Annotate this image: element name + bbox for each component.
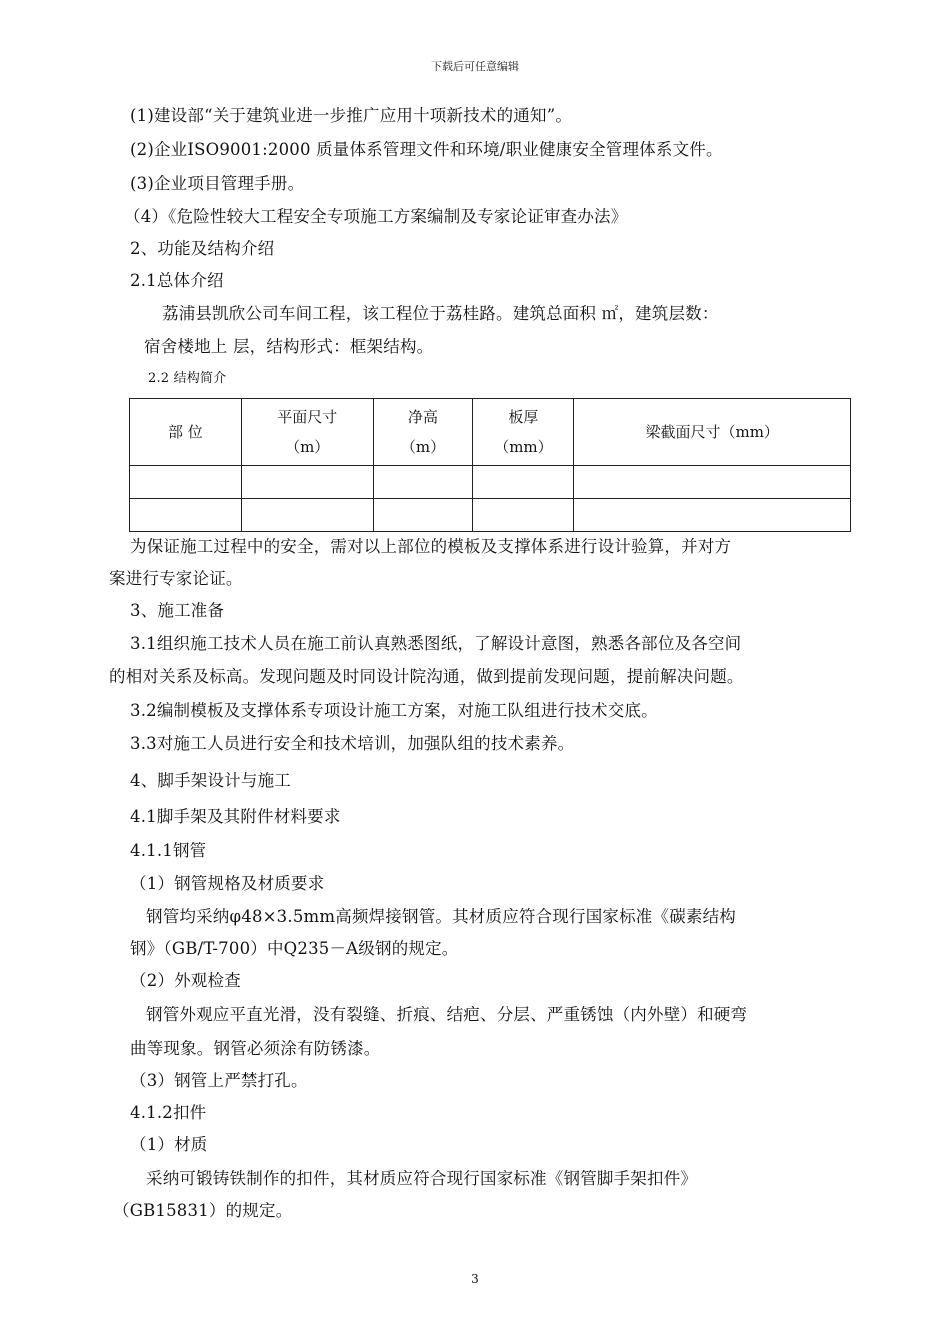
header-unit: （mm） [494,438,553,456]
body-line: （1）材质 [130,1135,208,1154]
intro-line: （4）《危险性较大工程安全专项施工方案编制及专家论证审查办法》 [124,207,628,226]
table-cell [241,499,373,532]
table-cell [574,499,851,532]
body-line: 的相对关系及标高。发现问题及时同设计院沟通，做到提前发现问题，提前解决问题。 [109,667,744,686]
body-line: 钢管外观应平直光滑，没有裂缝、折痕、结疤、分层、严重锈蚀（内外壁）和硬弯 [146,1005,748,1024]
body-line: 4.1.2扣件 [130,1103,207,1122]
body-line: （GB15831）的规定。 [113,1201,293,1220]
table-cell [130,466,242,499]
structure-table [129,398,851,532]
table-cell [473,466,574,499]
table-header-cell [473,399,574,466]
intro-line: 宿舍楼地上 层，结构形式：框架结构。 [144,337,434,356]
header-label: 部 位 [168,423,203,441]
body-line: 钢管均采纳φ48×3.5mm高频焊接钢管。其材质应符合现行国家标准《碳素结构 [146,907,737,926]
intro-line: (3)企业项目管理手册。 [130,174,305,193]
table-row [130,466,851,499]
intro-line: 2.1总体介绍 [130,271,224,290]
header-label: 板厚 [508,408,539,426]
table-row [130,499,851,532]
table-header-cell [241,399,373,466]
body-line: （1）钢管规格及材质要求 [130,874,325,893]
body-line: 4、脚手架设计与施工 [130,771,291,790]
body-line: 采纳可锻铸铁制作的扣件，其材质应符合现行国家标准《钢管脚手架扣件》 [146,1169,698,1188]
body-line: 3.2编制模板及支撑体系专项设计施工方案，对施工队组进行技术交底。 [130,701,658,720]
table-header-cell [574,399,851,466]
body-line: 曲等现象。钢管必须涂有防锈漆。 [130,1039,381,1058]
table-header-cell [130,399,242,466]
header-label: 平面尺寸 [277,408,338,426]
table-cell [574,466,851,499]
header-label: 梁截面尺寸（mm） [645,423,779,441]
intro-line: 2、功能及结构介绍 [130,239,275,258]
body-line: （3）钢管上严禁打孔。 [130,1071,308,1090]
intro-line: (2)企业ISO9001:2000 质量体系管理文件和环境/职业健康安全管理体系文件。 [130,140,723,159]
table-header-cell [373,399,473,466]
body-line: 案进行专家论证。 [109,569,243,588]
table-cell [473,499,574,532]
header-unit: （m） [285,438,330,456]
body-line: 3、施工准备 [130,601,225,620]
body-line: 为保证施工过程中的安全，需对以上部位的模板及支撑体系进行设计验算，并对方 [130,537,732,556]
intro-line: (1)建设部“关于建筑业进一步推广应用十项新技术的通知”。 [130,106,573,125]
header-unit: （m） [400,438,446,456]
table-cell [130,499,242,532]
structure-caption: 2.2 结构简介 [148,371,227,386]
body-line: 钢》（GB/T-700）中Q235－A级钢的规定。 [130,939,459,958]
page-header: 下载后可任意编辑 [431,60,519,73]
header-label: 净高 [408,408,439,426]
body-line: 3.3对施工人员进行安全和技术培训，加强队组的技术素养。 [130,734,575,753]
table-cell [373,466,473,499]
table-cell [241,466,373,499]
table-cell [373,499,473,532]
body-line: 4.1脚手架及其附件材料要求 [130,807,341,826]
body-line: 3.1组织施工技术人员在施工前认真熟悉图纸，了解设计意图，熟悉各部位及各空间 [130,634,742,653]
body-line: （2）外观检查 [130,971,241,990]
table-header-row [130,399,851,466]
body-line: 4.1.1钢管 [130,841,207,860]
intro-line: 荔浦县凯欣公司车间工程，该工程位于荔桂路。建筑总面积 ㎡，建筑层数： [162,304,719,323]
page-number: 3 [471,1272,479,1286]
